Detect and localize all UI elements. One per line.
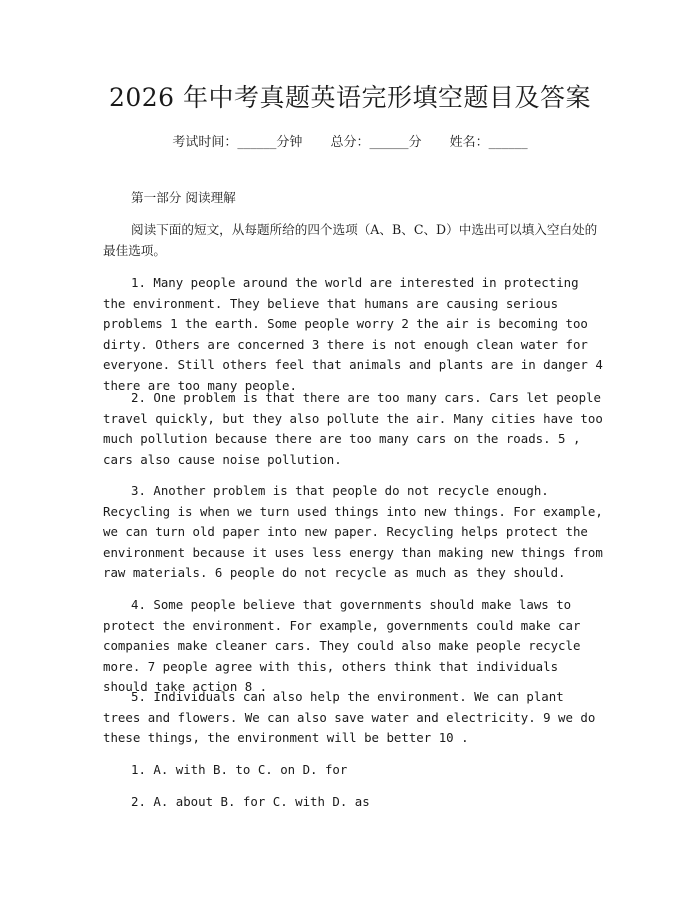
passage-paragraph-3: 3. Another problem is that people do not recycle enough. Recycling is when we turn used things into new things. For example, we can turn old paper into new paper. Recycling helps protect the environment because it uses less energy than making new things from raw materials. 6 people do not recycle as much as they should. <box>103 483 603 580</box>
passage-paragraph-5: 5. Individuals can also help the environment. We can plant trees and flowers. We can also save water and electricity. 9 we do these things, the environment will be better 10 . <box>103 689 596 745</box>
question-option-2: 2. A. about B. for C. with D. as <box>131 794 370 809</box>
student-name-field: 姓名：______ <box>449 135 528 150</box>
document-title: 2026 年中考真题英语完形填空题目及答案 <box>108 83 592 112</box>
passage-paragraph-2: 2. One problem is that there are too many cars. Cars let people travel quickly, but they also pollute the air. Many cities have too much pollution because there are too many cars on the roads. 5 , cars also cause noise pollution. <box>103 390 603 467</box>
section-heading: 第一部分 阅读理解 <box>131 190 236 205</box>
total-score-field: 总分：______分 <box>330 135 422 150</box>
exam-time-field: 考试时间：______分钟 <box>172 135 303 150</box>
passage-paragraph-1: 1. Many people around the world are interested in protecting the environment. They believe that humans are causing serious problems 1 the earth. Some people worry 2 the air is becoming too dirty. Others are concerned 3 there is not enough clean water for everyone. Still others feel that animals and plants are in danger 4 there are too many people. <box>103 275 603 393</box>
question-option-1: 1. A. with B. to C. on D. for <box>131 762 348 777</box>
exam-info-line <box>0 131 700 150</box>
passage-paragraph-4: 4. Some people believe that governments should make laws to protect the environment. For example, governments could make car companies make cleaner cars. They could also make people recycle more. 7 people agree with this, others think that individuals should take action 8 . <box>103 597 581 694</box>
instructions-paragraph: 阅读下面的短文，从每题所给的四个选项（A、B、C、D）中选出可以填入空白处的最佳选项。 <box>103 222 598 258</box>
